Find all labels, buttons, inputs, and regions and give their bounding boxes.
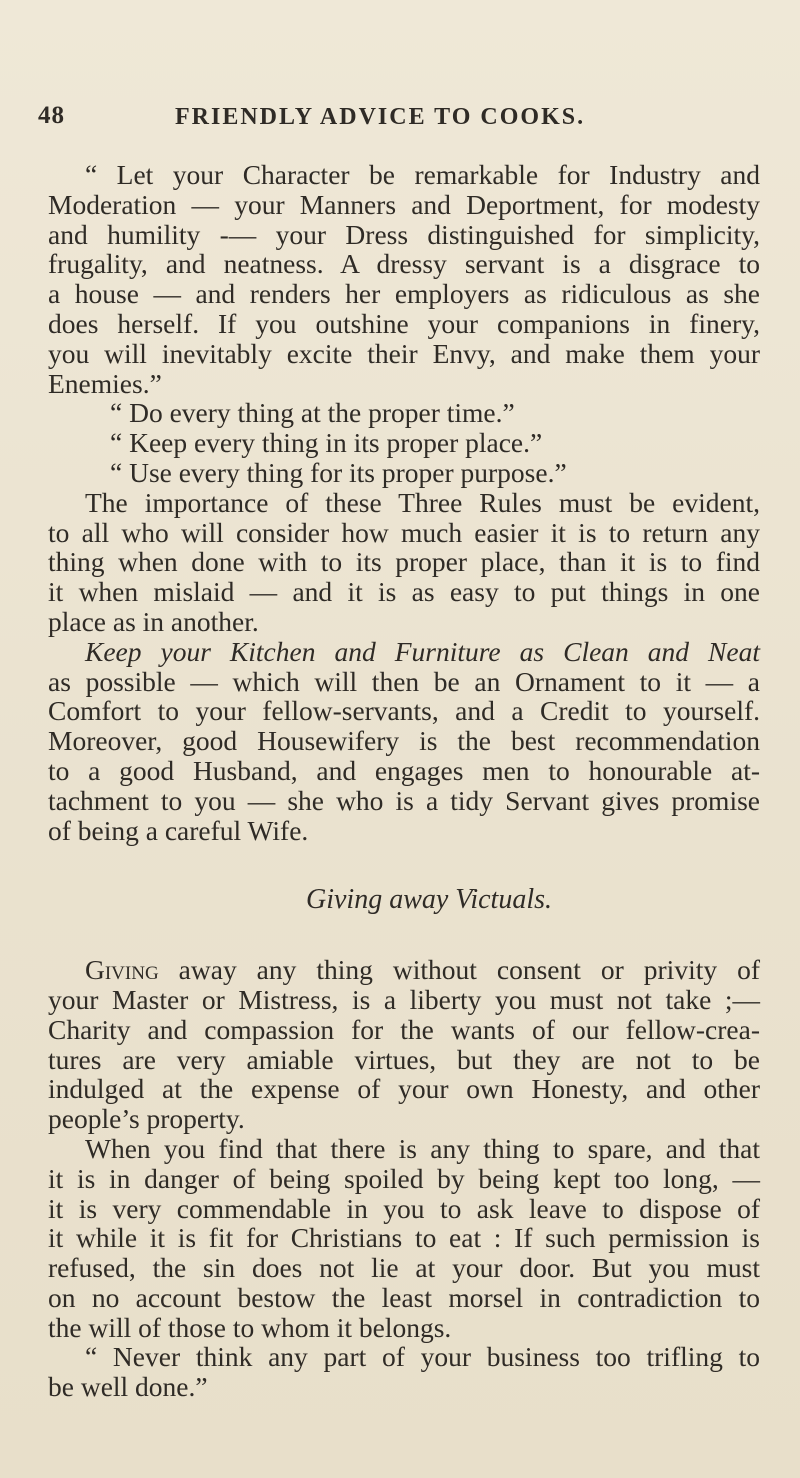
text-line: of being a careful Wife.	[48, 814, 309, 846]
section-heading: Giving away Victuals.	[306, 884, 552, 916]
text-line: to all who will consider how much easier it is to return any	[48, 516, 760, 548]
page-number: 48	[38, 102, 65, 129]
rule-line: “ Keep every thing in its proper place.”	[110, 427, 543, 459]
rule-line: “ Do every thing at the proper time.”	[110, 397, 515, 429]
rule-line: “ Use every thing for its proper purpose.”	[110, 456, 567, 488]
text-line: The importance of these Three Rules must be evident,	[85, 486, 760, 518]
body-text	[48, 160, 760, 1402]
text-line: it when mislaid — and it is as easy to put things in one	[48, 576, 760, 608]
text-line: it while it is fit for Christians to eat : If such permission is	[48, 1222, 760, 1254]
text-line: to a good Husband, and engages men to honourable at-	[48, 754, 760, 786]
text-line: tachment to you — she who is a tidy Servant gives promise	[48, 784, 760, 816]
text-line: people’s property.	[48, 1103, 245, 1135]
text-line: frugality, and neatness. A dressy servant is a disgrace to	[48, 248, 760, 280]
text-line: Charity and compassion for the wants of our fellow-crea-	[48, 1013, 760, 1045]
running-head	[0, 102, 800, 142]
text-line: When you find that there is any thing to spare, and that	[85, 1132, 760, 1164]
text-line: indulged at the expense of your own Honesty, and other	[48, 1073, 760, 1105]
text-line: be well done.”	[48, 1371, 208, 1403]
text-line: thing when done with to its proper place, than it is to find	[48, 546, 760, 578]
text-line: and humility -— your Dress distinguished for simplicity,	[48, 218, 760, 250]
text-line: Enemies.”	[48, 367, 162, 399]
text-line: you will inevitably excite their Envy, and make them your	[48, 337, 760, 369]
text-line: your Master or Mistress, is a liberty you must not take ;—	[48, 983, 760, 1015]
paragraph-never-think	[48, 1342, 760, 1402]
text-line: Keep your Kitchen and Furniture as Clean and Neat	[85, 635, 760, 667]
paragraph-giving-away	[48, 955, 760, 1134]
three-rules	[48, 398, 760, 487]
line-rest: away any thing without consent or privity of	[158, 954, 760, 986]
running-title: FRIENDLY ADVICE TO COOKS.	[175, 104, 586, 130]
lead-word: Giving	[85, 954, 159, 986]
paragraph-kitchen	[48, 637, 760, 846]
text-line: Moderation — your Manners and Deportment, for modesty	[48, 188, 760, 220]
text-line: on no account bestow the least morsel in contradiction to	[48, 1281, 760, 1313]
text-line: it is in danger of being spoiled by being kept too long, —	[48, 1162, 760, 1194]
text-line: Moreover, good Housewifery is the best recommendation	[48, 725, 760, 757]
text-line: does herself. If you outshine your companions in finery,	[48, 307, 760, 339]
text-line: a house — and renders her employers as ridiculous as she	[48, 278, 760, 310]
text-line	[48, 955, 760, 985]
text-line: refused, the sin does not lie at your door. But you must	[48, 1252, 760, 1284]
text-line: place as in another.	[48, 605, 259, 637]
text-line: “ Let your Character be remarkable for Industry and	[85, 159, 760, 190]
text-line: “ Never think any part of your business too trifling to	[85, 1341, 760, 1373]
paragraph-spare	[48, 1134, 760, 1343]
text-line: the will of those to whom it belongs.	[48, 1311, 452, 1343]
text-line: tures are very amiable virtues, but they are not to be	[48, 1043, 760, 1075]
text-line: it is very commendable in you to ask leave to dispose of	[48, 1192, 760, 1224]
text-line: as possible — which will then be an Ornament to it — a	[48, 665, 760, 697]
paragraph-importance	[48, 488, 760, 637]
paragraph-character	[48, 160, 760, 398]
text-line: Comfort to your fellow-servants, and a Credit to yourself.	[48, 695, 760, 727]
